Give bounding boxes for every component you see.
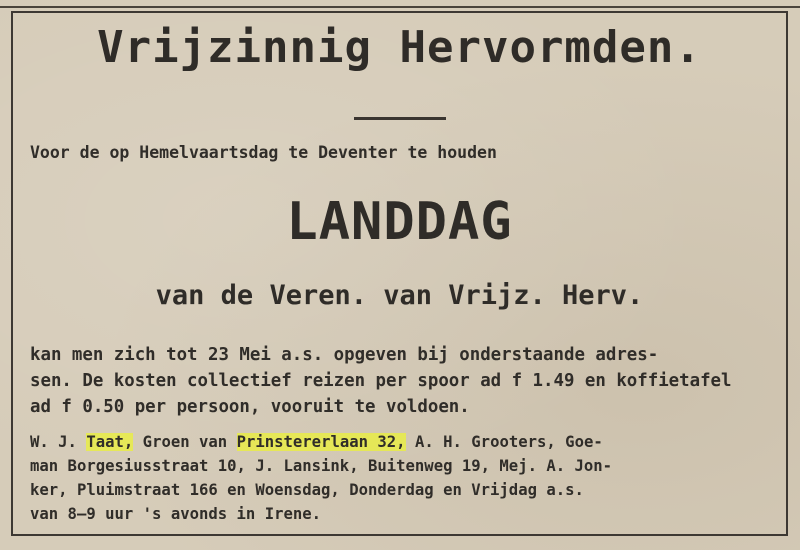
ad-intro: Voor de op Hemelvaartsdag te Deventer te houden bbox=[30, 143, 497, 162]
address-text: W. J. bbox=[30, 433, 87, 451]
event-title: LANDDAG bbox=[286, 192, 513, 252]
body-line: kan men zich tot 23 Mei a.s. opgeven bij onderstaande adres- bbox=[30, 345, 659, 365]
address-line bbox=[30, 430, 775, 454]
body-line: sen. De kosten collectief reizen per spoor ad f 1.49 en koffietafel bbox=[30, 371, 732, 391]
address-text: A. H. Grooters, Goe- bbox=[405, 433, 603, 451]
highlighted-name: Taat, bbox=[86, 433, 134, 451]
address-line: ker, Pluimstraat 166 en Woensdag, Donderdag en Vrijdag a.s. bbox=[30, 481, 584, 499]
headline-divider bbox=[354, 117, 446, 120]
top-rule bbox=[0, 6, 800, 8]
address-text: Groen van bbox=[133, 433, 237, 451]
organization-name: van de Veren. van Vrijz. Herv. bbox=[155, 280, 644, 311]
address-list bbox=[30, 430, 775, 526]
address-line: man Borgesiusstraat 10, J. Lansink, Buitenweg 19, Mej. A. Jon- bbox=[30, 457, 613, 475]
highlighted-street: Prinstererlaan 32, bbox=[236, 433, 406, 451]
body-line: ad f 0.50 per persoon, vooruit te voldoen. bbox=[30, 397, 470, 417]
ad-body bbox=[30, 342, 775, 420]
address-line: van 8—9 uur 's avonds in Irene. bbox=[30, 505, 322, 523]
ad-headline: Vrijzinnig Hervormden. bbox=[97, 22, 702, 73]
